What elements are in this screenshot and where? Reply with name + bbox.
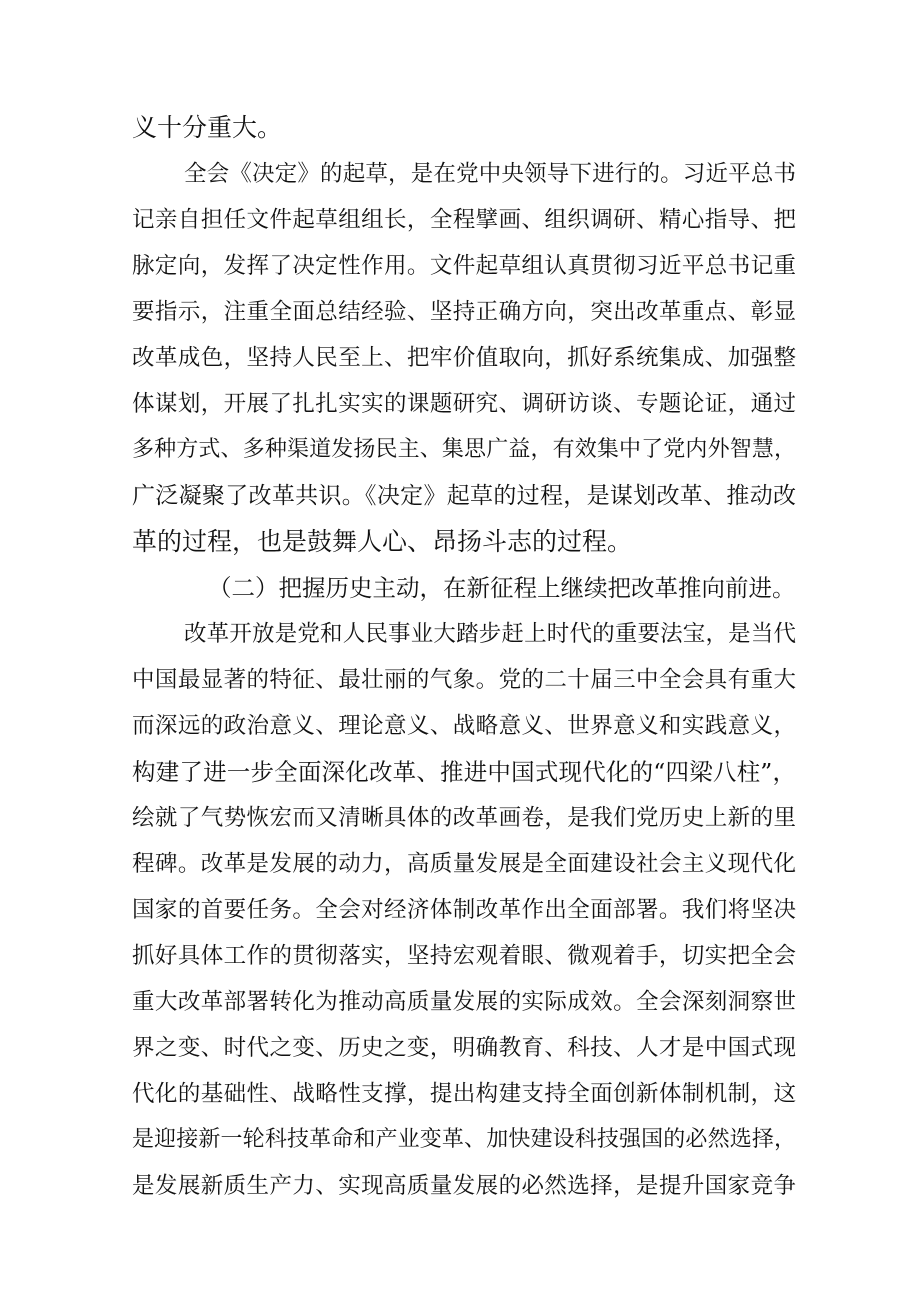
section-heading: （二）把握历史主动，在新征程上继续把改革推向前进。	[208, 574, 796, 602]
text-line: 体谋划，开展了扎扎实实的课题研究、调研访谈、专题论证，通过	[132, 391, 796, 417]
text-line: 国家的首要任务。全会对经济体制改革作出全面部署。我们将坚决	[132, 897, 796, 923]
text-line: 改革成色，坚持人民至上、把牢价值取向，抓好系统集成、加强整	[132, 345, 796, 371]
paragraph-first-line: 改革开放是党和人民事业大踏步赶上时代的重要法宝，是当代	[184, 621, 796, 647]
text-line: 而深远的政治意义、理论意义、战略意义、世界意义和实践意义，	[132, 713, 796, 739]
text-line: 脉定向，发挥了决定性作用。文件起草组认真贯彻习近平总书记重	[132, 253, 796, 279]
text-line: 多种方式、多种渠道发扬民主、集思广益，有效集中了党内外智慧，	[132, 437, 796, 462]
text-line: 是发展新质生产力、实现高质量发展的必然选择，是提升国家竞争	[132, 1173, 796, 1199]
text-line: 中国最显著的特征、最壮丽的气象。党的二十届三中全会具有重大	[132, 667, 796, 693]
text-line: 绘就了气势恢宏而又清晰具体的改革画卷，是我们党历史上新的里	[132, 805, 796, 831]
paragraph-first-line: 全会《决定》的起草，是在党中央领导下进行的。习近平总书	[184, 161, 796, 187]
text-line: 抓好具体工作的贯彻落实，坚持宏观着眼、微观着手，切实把全会	[132, 943, 796, 969]
text-line: 革的过程，也是鼓舞人心、昂扬斗志的过程。	[132, 527, 633, 556]
text-line: 记亲自担任文件起草组组长，全程擘画、组织调研、精心指导、把	[132, 207, 796, 233]
text-line: 界之变、时代之变、历史之变，明确教育、科技、人才是中国式现	[132, 1035, 796, 1061]
text-line: 广泛凝聚了改革共识。《决定》起草的过程，是谋划改革、推动改	[132, 483, 796, 509]
text-line: 重大改革部署转化为推动高质量发展的实际成效。全会深刻洞察世	[132, 989, 796, 1015]
text-line: 构建了进一步全面深化改革、推进中国式现代化的“四梁八柱”，	[132, 758, 796, 786]
text-line: 程碑。改革是发展的动力，高质量发展是全面建设社会主义现代化	[132, 851, 796, 877]
text-line: 是迎接新一轮科技革命和产业变革、加快建设科技强国的必然选择，	[132, 1127, 796, 1152]
text-line: 义十分重大。	[132, 113, 283, 142]
text-line: 代化的基础性、战略性支撑，提出构建支持全面创新体制机制，这	[132, 1081, 796, 1107]
text-line: 要指示，注重全面总结经验、坚持正确方向，突出改革重点、彰显	[132, 299, 796, 325]
